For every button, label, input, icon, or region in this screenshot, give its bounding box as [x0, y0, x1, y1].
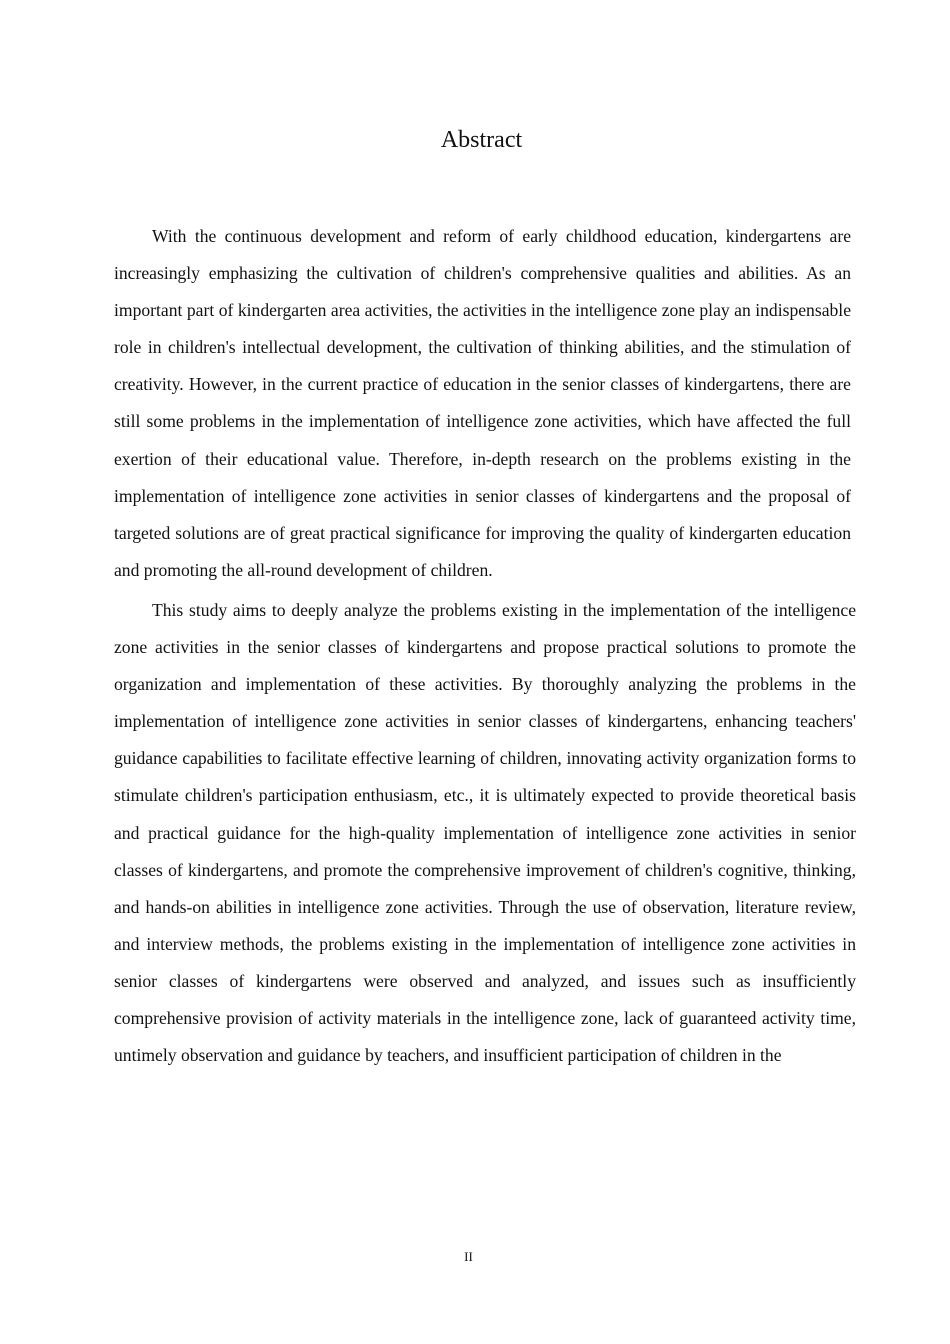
abstract-body	[114, 218, 856, 1074]
abstract-paragraph-1: With the continuous development and reform of early childhood education, kindergartens are increasingly emphasizing the cultivation of children's comprehensive qualities and abilities. As an important part of kindergarten area activities, the activities in the intelligence zone play an indispensable role in children's intellectual development, the cultivation of thinking abilities, and the stimulation of creativity. However, in the current practice of education in the senior classes of kindergartens, there are still some problems in the implementation of intelligence zone activities, which have affected the full exertion of their educational value. Therefore, in-depth research on the problems existing in the implementation of intelligence zone activities in senior classes of kindergartens and the proposal of targeted solutions are of great practical significance for improving the quality of kindergarten education and promoting the all-round development of children.	[114, 226, 851, 580]
page-number: II	[464, 1249, 473, 1264]
abstract-paragraph-2: This study aims to deeply analyze the problems existing in the implementation of the intelligence zone activities in the senior classes of kindergartens and propose practical solutions to promote the organization and implementation of these activities. By thoroughly analyzing the problems in the implementation of intelligence zone activities in senior classes of kindergartens, enhancing teachers' guidance capabilities to facilitate effective learning of children, innovating activity organization forms to stimulate children's participation enthusiasm, etc., it is ultimately expected to provide theoretical basis and practical guidance for the high-quality implementation of intelligence zone activities in senior classes of kindergartens, and promote the comprehensive improvement of children's cognitive, thinking, and hands-on abilities in intelligence zone activities. Through the use of observation, literature review, and interview methods, the problems existing in the implementation of intelligence zone activities in senior classes of kindergartens were observed and analyzed, and issues such as insufficiently comprehensive provision of activity materials in the intelligence zone, lack of guaranteed activity time, untimely observation and guidance by teachers, and insufficient participation of children in the	[114, 599, 856, 1066]
abstract-title: Abstract	[440, 127, 523, 153]
